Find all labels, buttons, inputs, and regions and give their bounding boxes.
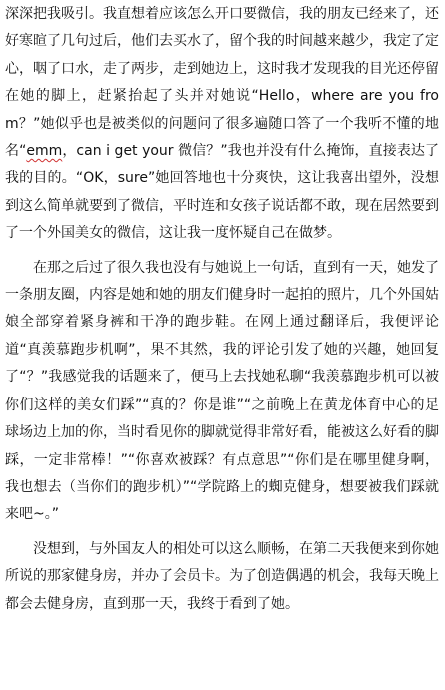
paragraph-2-text: 在那之后过了很久我也没有与她说上一句话，直到有一天，她发了一条朋友圈，内容是她和她的朋友们健身时一起拍的照片，几个外国姑娘全部穿着紧身裤和干净的跑步鞋。在网上通过翻译后，我便评论道“真羡慕跑步机啊”，果不其然，我的评论引发了她的兴趣，她回复了“？”我感觉我的话题来了，便马上去找她私聊“我羡慕跑步机可以被你们这样的美女们踩”“真的？你是谁”“之前晚上在黄龙体育中心的足球场边上加的你，当时看见你的脚就觉得非常好看，能被这么好看的脚踩，一定非常棒！”“你喜欢被踩？有点意思”“你们是在哪里健身啊，我也想去（当你们的跑步机）”“学院路上的蜘克健身，想要被我们踩就来吧~。” [5,259,439,523]
paragraph-1-text-b: ，can i get your 微信？”我也并没有什么掩饰，直接表达了我的目的。“OK，sure”她回答地也十分爽快，这让我喜出望外，没想到这么简单就要到了微信，平时连和女孩子说话都不敢，现在居然要到了一个外国美女的微信，这让我一度怀疑自己在做梦。 [5,143,440,242]
paragraph-gap [5,248,439,255]
paragraph-3 [5,536,439,618]
paragraph-gap [5,529,439,536]
paragraph-1-text-a: 深深把我吸引。我直想着应该怎么开口要微信，我的朋友已经来了，还好寒暄了几句过后，他们去买水了，留个我的时间越来越少，我定了定心，咽了口水，走了两步，走到她边上，这时我才发现我的目光还停留在她的脚上，赶紧抬起了头并对她说“Hello，where are you from？”她似乎也是被类似的问题问了很多遍随口答了一个我听不懂的地名“ [5,6,439,160]
paragraph-2 [5,255,439,529]
paragraph-1 [5,1,439,248]
paragraph-3-text: 没想到，与外国友人的相处可以这么顺畅，在第二天我便来到你她所说的那家健身房，并办了会员卡。为了创造偶遇的机会，我每天晚上都会去健身房，直到那一天，我终于看到了她。 [5,540,439,612]
spellcheck-underlined-word: emm [26,143,63,160]
